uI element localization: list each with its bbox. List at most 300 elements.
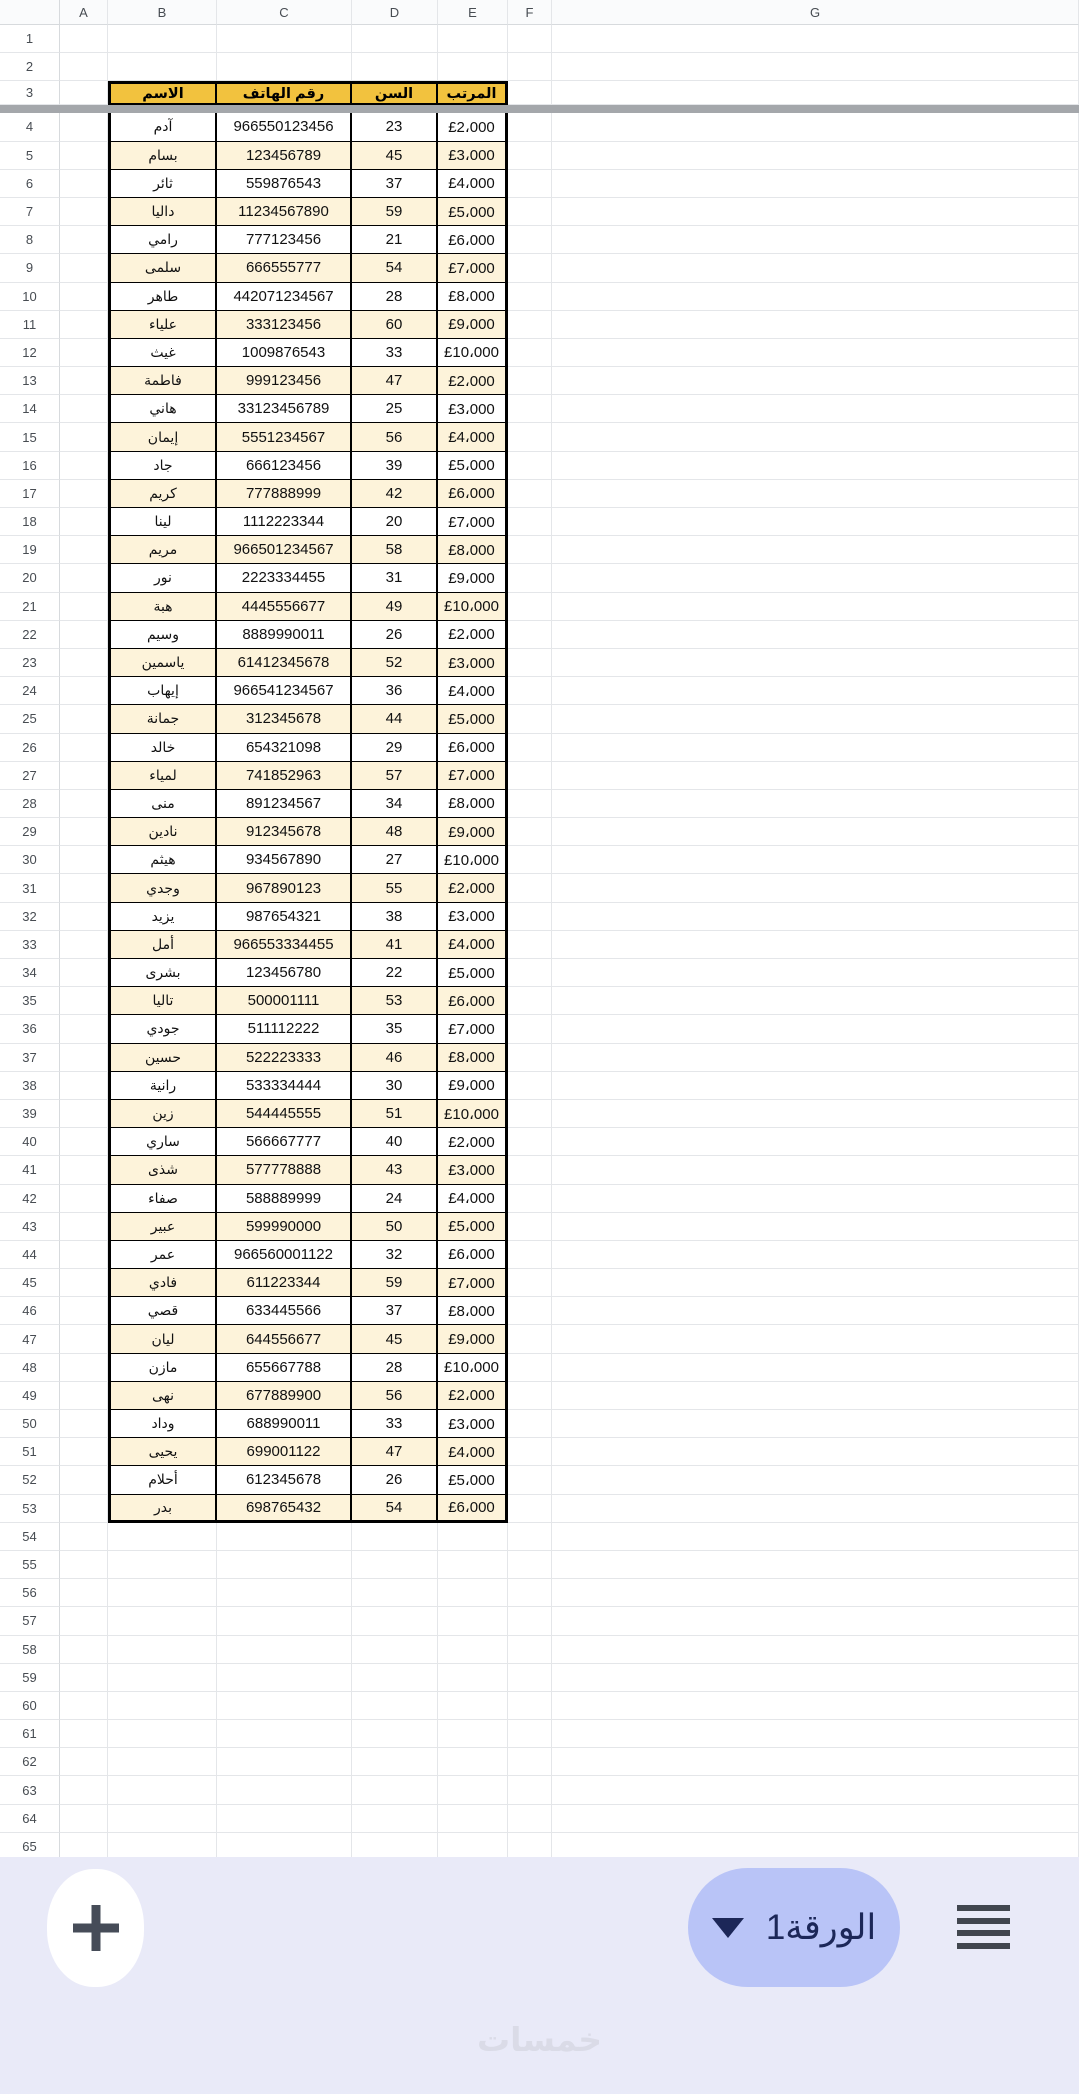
cell-D31[interactable]: 55 <box>352 874 438 902</box>
cell-F37[interactable] <box>508 1044 552 1072</box>
cell-F25[interactable] <box>508 705 552 733</box>
cell-C9[interactable]: 666555777 <box>217 254 352 282</box>
cell-E56[interactable] <box>438 1579 508 1607</box>
cell-E36[interactable]: £7،000 <box>438 1015 508 1043</box>
row-header-2[interactable]: 2 <box>0 53 60 81</box>
cell-F50[interactable] <box>508 1410 552 1438</box>
cell-E39[interactable]: £10،000 <box>438 1100 508 1128</box>
row-header-23[interactable]: 23 <box>0 649 60 677</box>
cell-D52[interactable]: 26 <box>352 1466 438 1494</box>
cell-C57[interactable] <box>217 1607 352 1635</box>
cell-G2[interactable] <box>552 53 1079 81</box>
cell-F34[interactable] <box>508 959 552 987</box>
cell-E42[interactable]: £4،000 <box>438 1185 508 1213</box>
cell-E61[interactable] <box>438 1720 508 1748</box>
cell-D50[interactable]: 33 <box>352 1410 438 1438</box>
row-header-56[interactable]: 56 <box>0 1579 60 1607</box>
cell-C28[interactable]: 891234567 <box>217 790 352 818</box>
cell-A58[interactable] <box>60 1636 108 1664</box>
cell-C65[interactable] <box>217 1833 352 1857</box>
cell-E11[interactable]: £9،000 <box>438 311 508 339</box>
cell-G33[interactable] <box>552 931 1079 959</box>
cell-D54[interactable] <box>352 1523 438 1551</box>
cell-D64[interactable] <box>352 1805 438 1833</box>
row-header-64[interactable]: 64 <box>0 1805 60 1833</box>
cell-A22[interactable] <box>60 621 108 649</box>
row-header-12[interactable]: 12 <box>0 339 60 367</box>
cell-F43[interactable] <box>508 1213 552 1241</box>
cell-F36[interactable] <box>508 1015 552 1043</box>
cell-B39[interactable]: زين <box>108 1100 217 1128</box>
row-header-26[interactable]: 26 <box>0 734 60 762</box>
cell-D39[interactable]: 51 <box>352 1100 438 1128</box>
row-header-61[interactable]: 61 <box>0 1720 60 1748</box>
cell-D53[interactable]: 54 <box>352 1495 438 1523</box>
cell-G4[interactable] <box>552 113 1079 141</box>
cell-G57[interactable] <box>552 1607 1079 1635</box>
cell-E45[interactable]: £7،000 <box>438 1269 508 1297</box>
row-header-59[interactable]: 59 <box>0 1664 60 1692</box>
cell-B35[interactable]: تاليا <box>108 987 217 1015</box>
cell-G37[interactable] <box>552 1044 1079 1072</box>
cell-A51[interactable] <box>60 1438 108 1466</box>
cell-E14[interactable]: £3،000 <box>438 395 508 423</box>
row-header-36[interactable]: 36 <box>0 1015 60 1043</box>
cell-F56[interactable] <box>508 1579 552 1607</box>
cell-B42[interactable]: صفاء <box>108 1185 217 1213</box>
cell-E51[interactable]: £4،000 <box>438 1438 508 1466</box>
cell-G53[interactable] <box>552 1495 1079 1523</box>
cell-C41[interactable]: 577778888 <box>217 1156 352 1184</box>
cell-G42[interactable] <box>552 1185 1079 1213</box>
cell-E60[interactable] <box>438 1692 508 1720</box>
cell-E15[interactable]: £4،000 <box>438 423 508 451</box>
cell-G13[interactable] <box>552 367 1079 395</box>
cell-E44[interactable]: £6،000 <box>438 1241 508 1269</box>
cell-D49[interactable]: 56 <box>352 1382 438 1410</box>
cell-E53[interactable]: £6،000 <box>438 1495 508 1523</box>
cell-D57[interactable] <box>352 1607 438 1635</box>
cell-F58[interactable] <box>508 1636 552 1664</box>
cell-E40[interactable]: £2،000 <box>438 1128 508 1156</box>
cell-D9[interactable]: 54 <box>352 254 438 282</box>
cell-A31[interactable] <box>60 874 108 902</box>
cell-F44[interactable] <box>508 1241 552 1269</box>
cell-D40[interactable]: 40 <box>352 1128 438 1156</box>
row-header-11[interactable]: 11 <box>0 311 60 339</box>
cell-D12[interactable]: 33 <box>352 339 438 367</box>
cell-D37[interactable]: 46 <box>352 1044 438 1072</box>
cell-G20[interactable] <box>552 564 1079 592</box>
cell-G19[interactable] <box>552 536 1079 564</box>
cell-C48[interactable]: 655667788 <box>217 1354 352 1382</box>
cell-D2[interactable] <box>352 53 438 81</box>
cell-G25[interactable] <box>552 705 1079 733</box>
cell-D63[interactable] <box>352 1776 438 1804</box>
cell-E21[interactable]: £10،000 <box>438 593 508 621</box>
cell-C3[interactable]: رقم الهاتف <box>217 81 352 105</box>
row-header-35[interactable]: 35 <box>0 987 60 1015</box>
cell-C25[interactable]: 312345678 <box>217 705 352 733</box>
cell-B63[interactable] <box>108 1776 217 1804</box>
cell-B58[interactable] <box>108 1636 217 1664</box>
cell-D33[interactable]: 41 <box>352 931 438 959</box>
cell-A55[interactable] <box>60 1551 108 1579</box>
row-header-4[interactable]: 4 <box>0 113 60 141</box>
cell-D4[interactable]: 23 <box>352 113 438 141</box>
cell-G46[interactable] <box>552 1297 1079 1325</box>
cell-C6[interactable]: 559876543 <box>217 170 352 198</box>
cell-C33[interactable]: 966553334455 <box>217 931 352 959</box>
cell-G24[interactable] <box>552 677 1079 705</box>
row-header-37[interactable]: 37 <box>0 1044 60 1072</box>
cell-B28[interactable]: منى <box>108 790 217 818</box>
cell-G35[interactable] <box>552 987 1079 1015</box>
cell-A24[interactable] <box>60 677 108 705</box>
cell-F49[interactable] <box>508 1382 552 1410</box>
cell-E31[interactable]: £2،000 <box>438 874 508 902</box>
cell-G44[interactable] <box>552 1241 1079 1269</box>
cell-F10[interactable] <box>508 283 552 311</box>
cell-C32[interactable]: 987654321 <box>217 903 352 931</box>
cell-B9[interactable]: سلمى <box>108 254 217 282</box>
cell-E64[interactable] <box>438 1805 508 1833</box>
cell-C45[interactable]: 611223344 <box>217 1269 352 1297</box>
cell-D16[interactable]: 39 <box>352 452 438 480</box>
cell-C63[interactable] <box>217 1776 352 1804</box>
cell-D38[interactable]: 30 <box>352 1072 438 1100</box>
row-header-15[interactable]: 15 <box>0 423 60 451</box>
cell-D47[interactable]: 45 <box>352 1325 438 1353</box>
cell-E2[interactable] <box>438 53 508 81</box>
cell-B10[interactable]: طاهر <box>108 283 217 311</box>
cell-B5[interactable]: بسام <box>108 142 217 170</box>
cell-A12[interactable] <box>60 339 108 367</box>
cell-A41[interactable] <box>60 1156 108 1184</box>
row-header-16[interactable]: 16 <box>0 452 60 480</box>
cell-A20[interactable] <box>60 564 108 592</box>
cell-G59[interactable] <box>552 1664 1079 1692</box>
cell-D48[interactable]: 28 <box>352 1354 438 1382</box>
cell-C29[interactable]: 912345678 <box>217 818 352 846</box>
row-header-45[interactable]: 45 <box>0 1269 60 1297</box>
row-header-25[interactable]: 25 <box>0 705 60 733</box>
cell-B8[interactable]: رامي <box>108 226 217 254</box>
cell-F45[interactable] <box>508 1269 552 1297</box>
row-header-9[interactable]: 9 <box>0 254 60 282</box>
cell-C52[interactable]: 612345678 <box>217 1466 352 1494</box>
row-header-34[interactable]: 34 <box>0 959 60 987</box>
cell-E35[interactable]: £6،000 <box>438 987 508 1015</box>
cell-C5[interactable]: 123456789 <box>217 142 352 170</box>
cell-B32[interactable]: يزيد <box>108 903 217 931</box>
row-header-27[interactable]: 27 <box>0 762 60 790</box>
cell-A43[interactable] <box>60 1213 108 1241</box>
cell-E18[interactable]: £7،000 <box>438 508 508 536</box>
cell-E8[interactable]: £6،000 <box>438 226 508 254</box>
row-header-20[interactable]: 20 <box>0 564 60 592</box>
cell-D27[interactable]: 57 <box>352 762 438 790</box>
cell-G55[interactable] <box>552 1551 1079 1579</box>
cell-G51[interactable] <box>552 1438 1079 1466</box>
row-header-48[interactable]: 48 <box>0 1354 60 1382</box>
row-header-58[interactable]: 58 <box>0 1636 60 1664</box>
cell-F8[interactable] <box>508 226 552 254</box>
cell-F39[interactable] <box>508 1100 552 1128</box>
cell-F42[interactable] <box>508 1185 552 1213</box>
cell-E3[interactable]: المرتب <box>438 81 508 105</box>
cell-D32[interactable]: 38 <box>352 903 438 931</box>
cell-B13[interactable]: فاطمة <box>108 367 217 395</box>
row-header-43[interactable]: 43 <box>0 1213 60 1241</box>
row-header-53[interactable]: 53 <box>0 1495 60 1523</box>
cell-D24[interactable]: 36 <box>352 677 438 705</box>
cell-G61[interactable] <box>552 1720 1079 1748</box>
cell-G38[interactable] <box>552 1072 1079 1100</box>
cell-F55[interactable] <box>508 1551 552 1579</box>
cell-A19[interactable] <box>60 536 108 564</box>
cell-B54[interactable] <box>108 1523 217 1551</box>
cell-E43[interactable]: £5،000 <box>438 1213 508 1241</box>
cell-D65[interactable] <box>352 1833 438 1857</box>
cell-G30[interactable] <box>552 846 1079 874</box>
cell-A10[interactable] <box>60 283 108 311</box>
cell-E17[interactable]: £6،000 <box>438 480 508 508</box>
cell-G36[interactable] <box>552 1015 1079 1043</box>
cell-G22[interactable] <box>552 621 1079 649</box>
row-header-50[interactable]: 50 <box>0 1410 60 1438</box>
cell-B30[interactable]: هيثم <box>108 846 217 874</box>
column-header-C[interactable]: C <box>217 0 352 25</box>
cell-B64[interactable] <box>108 1805 217 1833</box>
cell-D23[interactable]: 52 <box>352 649 438 677</box>
cell-A30[interactable] <box>60 846 108 874</box>
row-header-52[interactable]: 52 <box>0 1466 60 1494</box>
cell-C11[interactable]: 333123456 <box>217 311 352 339</box>
cell-B60[interactable] <box>108 1692 217 1720</box>
cell-G27[interactable] <box>552 762 1079 790</box>
cell-G16[interactable] <box>552 452 1079 480</box>
cell-C12[interactable]: 1009876543 <box>217 339 352 367</box>
cell-F33[interactable] <box>508 931 552 959</box>
cell-F54[interactable] <box>508 1523 552 1551</box>
cell-B50[interactable]: وداد <box>108 1410 217 1438</box>
cell-G49[interactable] <box>552 1382 1079 1410</box>
row-header-63[interactable]: 63 <box>0 1776 60 1804</box>
cell-A26[interactable] <box>60 734 108 762</box>
cell-C15[interactable]: 5551234567 <box>217 423 352 451</box>
cell-D59[interactable] <box>352 1664 438 1692</box>
cell-A8[interactable] <box>60 226 108 254</box>
cell-B53[interactable]: بدر <box>108 1495 217 1523</box>
cell-G15[interactable] <box>552 423 1079 451</box>
cell-F62[interactable] <box>508 1748 552 1776</box>
cell-B29[interactable]: نادين <box>108 818 217 846</box>
cell-G40[interactable] <box>552 1128 1079 1156</box>
cell-E1[interactable] <box>438 25 508 53</box>
cell-C58[interactable] <box>217 1636 352 1664</box>
cell-B48[interactable]: مازن <box>108 1354 217 1382</box>
cell-F12[interactable] <box>508 339 552 367</box>
cell-B56[interactable] <box>108 1579 217 1607</box>
cell-D55[interactable] <box>352 1551 438 1579</box>
cell-E34[interactable]: £5،000 <box>438 959 508 987</box>
cell-E63[interactable] <box>438 1776 508 1804</box>
cell-G31[interactable] <box>552 874 1079 902</box>
cell-D26[interactable]: 29 <box>352 734 438 762</box>
cell-D19[interactable]: 58 <box>352 536 438 564</box>
cell-D22[interactable]: 26 <box>352 621 438 649</box>
cell-C16[interactable]: 666123456 <box>217 452 352 480</box>
cell-C26[interactable]: 654321098 <box>217 734 352 762</box>
cell-C55[interactable] <box>217 1551 352 1579</box>
cell-F63[interactable] <box>508 1776 552 1804</box>
cell-G63[interactable] <box>552 1776 1079 1804</box>
cell-G54[interactable] <box>552 1523 1079 1551</box>
cell-F5[interactable] <box>508 142 552 170</box>
cell-A65[interactable] <box>60 1833 108 1857</box>
cell-B25[interactable]: جمانة <box>108 705 217 733</box>
cell-B61[interactable] <box>108 1720 217 1748</box>
cell-B18[interactable]: لينا <box>108 508 217 536</box>
cell-F46[interactable] <box>508 1297 552 1325</box>
cell-B16[interactable]: جاد <box>108 452 217 480</box>
cell-B49[interactable]: نهى <box>108 1382 217 1410</box>
cell-B40[interactable]: ساري <box>108 1128 217 1156</box>
cell-E24[interactable]: £4،000 <box>438 677 508 705</box>
cell-A54[interactable] <box>60 1523 108 1551</box>
cell-G43[interactable] <box>552 1213 1079 1241</box>
cell-E50[interactable]: £3،000 <box>438 1410 508 1438</box>
cell-B21[interactable]: هبة <box>108 593 217 621</box>
cell-C20[interactable]: 2223334455 <box>217 564 352 592</box>
cell-F64[interactable] <box>508 1805 552 1833</box>
cell-C62[interactable] <box>217 1748 352 1776</box>
cell-B22[interactable]: وسيم <box>108 621 217 649</box>
cell-C30[interactable]: 934567890 <box>217 846 352 874</box>
cell-A52[interactable] <box>60 1466 108 1494</box>
row-header-3[interactable]: 3 <box>0 81 60 105</box>
cell-B43[interactable]: عبير <box>108 1213 217 1241</box>
cell-E4[interactable]: £2،000 <box>438 113 508 141</box>
cell-A45[interactable] <box>60 1269 108 1297</box>
cell-C35[interactable]: 500001111 <box>217 987 352 1015</box>
cell-C18[interactable]: 1112223344 <box>217 508 352 536</box>
cell-F51[interactable] <box>508 1438 552 1466</box>
cell-F22[interactable] <box>508 621 552 649</box>
row-header-8[interactable]: 8 <box>0 226 60 254</box>
cell-F27[interactable] <box>508 762 552 790</box>
cell-C42[interactable]: 588889999 <box>217 1185 352 1213</box>
cell-C50[interactable]: 688990011 <box>217 1410 352 1438</box>
cell-G3[interactable] <box>552 81 1079 105</box>
cell-F23[interactable] <box>508 649 552 677</box>
cell-A44[interactable] <box>60 1241 108 1269</box>
cell-B59[interactable] <box>108 1664 217 1692</box>
cell-C44[interactable]: 966560001122 <box>217 1241 352 1269</box>
cell-A25[interactable] <box>60 705 108 733</box>
cell-G1[interactable] <box>552 25 1079 53</box>
cell-D21[interactable]: 49 <box>352 593 438 621</box>
cell-B37[interactable]: حسين <box>108 1044 217 1072</box>
cell-F30[interactable] <box>508 846 552 874</box>
cell-E48[interactable]: £10،000 <box>438 1354 508 1382</box>
cell-G10[interactable] <box>552 283 1079 311</box>
row-header-18[interactable]: 18 <box>0 508 60 536</box>
cell-G29[interactable] <box>552 818 1079 846</box>
cell-A42[interactable] <box>60 1185 108 1213</box>
row-header-28[interactable]: 28 <box>0 790 60 818</box>
cell-A14[interactable] <box>60 395 108 423</box>
cell-C27[interactable]: 741852963 <box>217 762 352 790</box>
cell-D10[interactable]: 28 <box>352 283 438 311</box>
cell-C43[interactable]: 599990000 <box>217 1213 352 1241</box>
cell-D62[interactable] <box>352 1748 438 1776</box>
cell-G14[interactable] <box>552 395 1079 423</box>
cell-F11[interactable] <box>508 311 552 339</box>
cell-E55[interactable] <box>438 1551 508 1579</box>
cell-C19[interactable]: 966501234567 <box>217 536 352 564</box>
cell-D1[interactable] <box>352 25 438 53</box>
cell-G28[interactable] <box>552 790 1079 818</box>
cell-G41[interactable] <box>552 1156 1079 1184</box>
cell-F21[interactable] <box>508 593 552 621</box>
row-header-30[interactable]: 30 <box>0 846 60 874</box>
row-header-7[interactable]: 7 <box>0 198 60 226</box>
cell-C24[interactable]: 966541234567 <box>217 677 352 705</box>
cell-E58[interactable] <box>438 1636 508 1664</box>
cell-B44[interactable]: عمر <box>108 1241 217 1269</box>
cell-C21[interactable]: 4445556677 <box>217 593 352 621</box>
cell-G26[interactable] <box>552 734 1079 762</box>
cell-B62[interactable] <box>108 1748 217 1776</box>
cell-F32[interactable] <box>508 903 552 931</box>
cell-D41[interactable]: 43 <box>352 1156 438 1184</box>
cell-E57[interactable] <box>438 1607 508 1635</box>
cell-B19[interactable]: مريم <box>108 536 217 564</box>
cell-C8[interactable]: 777123456 <box>217 226 352 254</box>
cell-D58[interactable] <box>352 1636 438 1664</box>
cell-A6[interactable] <box>60 170 108 198</box>
cell-A61[interactable] <box>60 1720 108 1748</box>
cell-A15[interactable] <box>60 423 108 451</box>
column-header-A[interactable]: A <box>60 0 108 25</box>
cell-D7[interactable]: 59 <box>352 198 438 226</box>
cell-A63[interactable] <box>60 1776 108 1804</box>
cell-D34[interactable]: 22 <box>352 959 438 987</box>
cell-A21[interactable] <box>60 593 108 621</box>
cell-D45[interactable]: 59 <box>352 1269 438 1297</box>
cell-G12[interactable] <box>552 339 1079 367</box>
cell-A40[interactable] <box>60 1128 108 1156</box>
row-header-21[interactable]: 21 <box>0 593 60 621</box>
cell-E10[interactable]: £8،000 <box>438 283 508 311</box>
cell-F17[interactable] <box>508 480 552 508</box>
cell-E49[interactable]: £2،000 <box>438 1382 508 1410</box>
cell-A62[interactable] <box>60 1748 108 1776</box>
cell-E23[interactable]: £3،000 <box>438 649 508 677</box>
cell-F13[interactable] <box>508 367 552 395</box>
frozen-row-divider[interactable] <box>0 105 1079 113</box>
corner-cell[interactable] <box>0 0 60 25</box>
cell-A9[interactable] <box>60 254 108 282</box>
cell-E38[interactable]: £9،000 <box>438 1072 508 1100</box>
cell-G60[interactable] <box>552 1692 1079 1720</box>
cell-B65[interactable] <box>108 1833 217 1857</box>
row-header-55[interactable]: 55 <box>0 1551 60 1579</box>
cell-A37[interactable] <box>60 1044 108 1072</box>
cell-A49[interactable] <box>60 1382 108 1410</box>
